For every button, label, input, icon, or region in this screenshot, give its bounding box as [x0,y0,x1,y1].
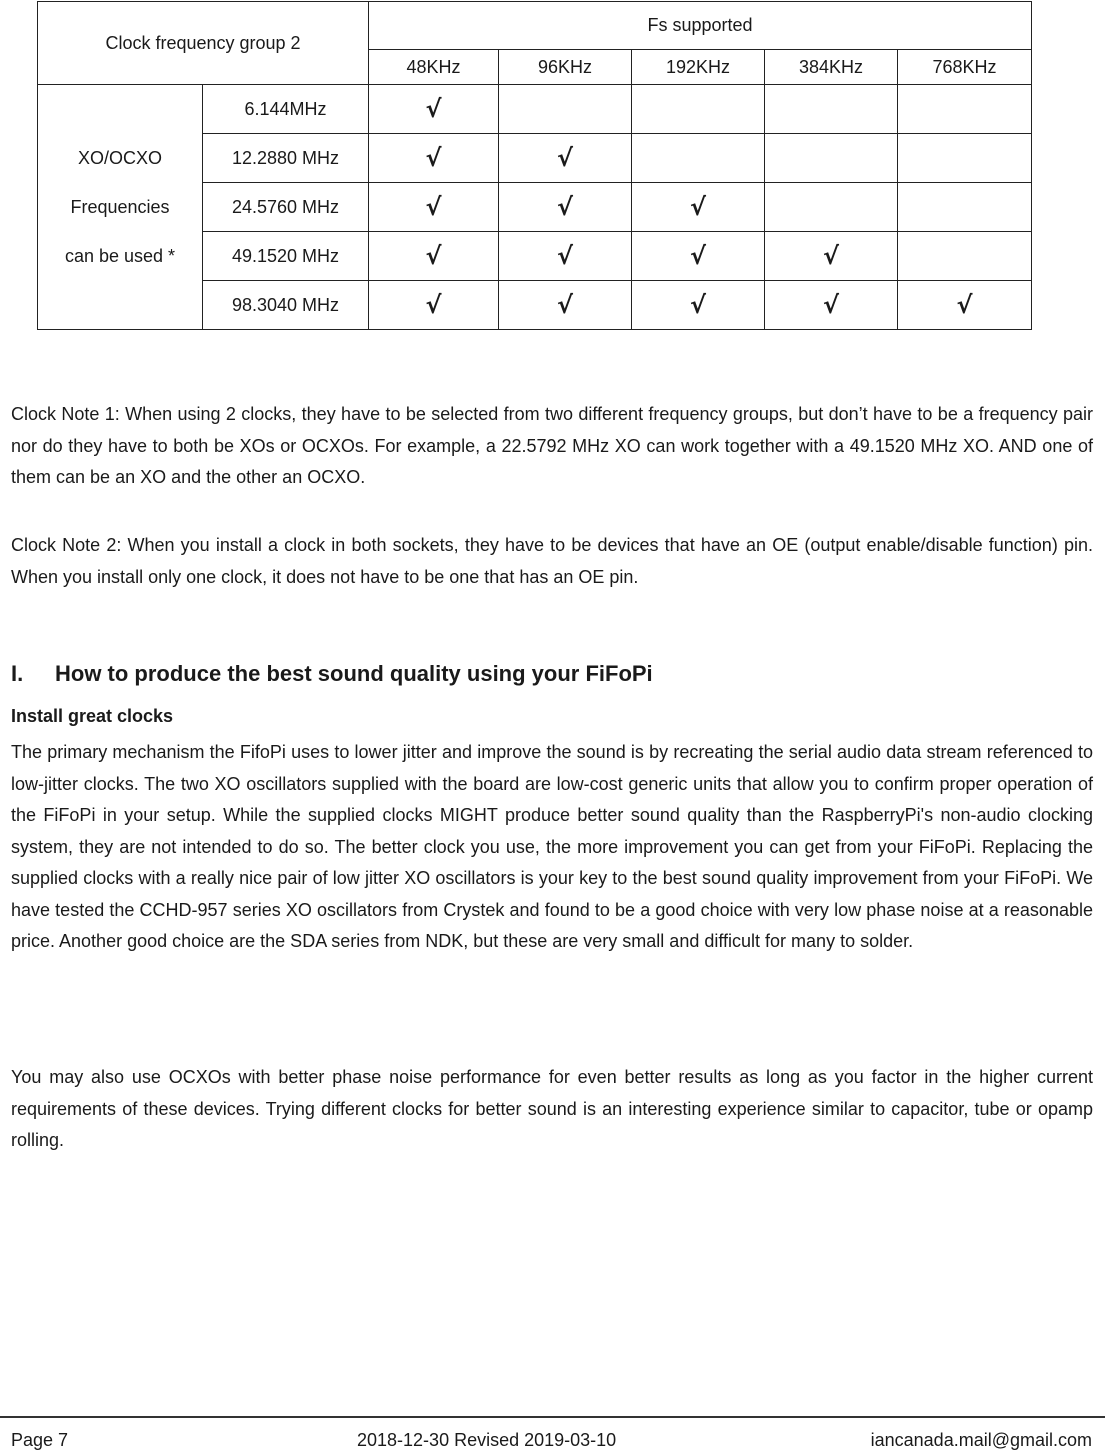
paragraph: The primary mechanism the FifoPi uses to lower jitter and improve the sound is by recreating the serial audio data stream referenced to low-jitter clocks. The two XO oscillators supplied with the board are low-cost generic units that allow you to confirm proper operation of the FiFoPi in your setup. While the supplied clocks MIGHT produce better sound quality than the RaspberryPi's non-audio clocking system, they are not intended to do so. The better clock you use, the more improvement you can get from your FiFoPi. Replacing the supplied clocks with a really nice pair of low jitter XO oscillators is your key to the best sound quality improvement from your FiFoPi. We have tested the CCHD-957 series XO oscillators from Crystek and found to be a good choice with very low phase noise at a reasonable price. Another good choice are the SDA series from NDK, but these are very small and difficult for many to solder. [11,742,1093,951]
check-mark-cell: √ [369,85,499,134]
check-mark-cell [898,85,1032,134]
xo-ocxo-label-cell [38,85,203,330]
fs-column-header: 48KHz [369,50,499,85]
section-title: How to produce the best sound quality using your FiFoPi [55,661,653,686]
frequency-cell: 24.5760 MHz [203,183,369,232]
side-label-line: Frequencies [70,196,170,217]
check-mark-cell: √ [369,281,499,330]
clock-note-2: Clock Note 2: When you install a clock in both sockets, they have to be devices that have an OE (output enable/disable function) pin. When you install only one clock, it does not have to be one that has an OE pin. [11,535,1093,587]
subheading: Install great clocks [11,706,174,726]
footer-divider [0,1416,1105,1418]
fs-column-header: 384KHz [765,50,898,85]
check-mark-cell: √ [632,183,765,232]
check-mark-cell: √ [898,281,1032,330]
footer-email: iancanada.mail@gmail.com [870,1430,1092,1450]
section-number: I. [11,661,24,686]
check-mark-cell: √ [765,281,898,330]
fs-column-header: 768KHz [898,50,1032,85]
side-label-line: XO/OCXO [77,147,162,168]
footer-date: 2018-12-30 Revised 2019-03-10 [357,1430,617,1450]
check-mark-cell [632,134,765,183]
check-mark-cell: √ [369,134,499,183]
check-mark-cell [499,85,632,134]
check-mark-cell: √ [369,232,499,281]
check-mark-cell: √ [632,232,765,281]
check-mark-cell: √ [499,281,632,330]
check-mark-cell [898,232,1032,281]
section-heading [11,661,653,687]
table-row [38,85,1032,134]
clock-frequency-table [37,1,1032,330]
check-mark-cell [898,134,1032,183]
frequency-cell: 6.144MHz [203,85,369,134]
check-mark-cell: √ [499,183,632,232]
check-mark-cell [765,134,898,183]
check-mark-cell [765,85,898,134]
paragraph: You may also use OCXOs with better phase noise performance for even better results as long as you factor in the higher current requirements of these devices. Trying different clocks for better sound is an interesting experience similar to capacitor, tube or opamp rolling. [11,1067,1093,1150]
frequency-cell: 98.3040 MHz [203,281,369,330]
check-mark-cell [765,183,898,232]
footer-page-number: Page 7 [11,1430,69,1450]
fs-column-header: 192KHz [632,50,765,85]
check-mark-cell: √ [632,281,765,330]
frequency-cell: 12.2880 MHz [203,134,369,183]
frequency-cell: 49.1520 MHz [203,232,369,281]
check-mark-cell [898,183,1032,232]
group-header: Clock frequency group 2 [38,2,369,85]
fs-supported-header: Fs supported [369,2,1032,50]
check-mark-cell: √ [499,232,632,281]
fs-column-header: 96KHz [499,50,632,85]
check-mark-cell [632,85,765,134]
check-mark-cell: √ [499,134,632,183]
side-label-line: can be used * [64,245,176,266]
clock-note-1: Clock Note 1: When using 2 clocks, they have to be selected from two different frequency groups, but don’t have to be a frequency pair nor do they have to both be XOs or OCXOs. For example, a 22.5792 MHz XO can work together with a 49.1520 MHz XO. AND one of them can be an XO and the other an OCXO. [11,404,1093,487]
check-mark-cell: √ [369,183,499,232]
check-mark-cell: √ [765,232,898,281]
